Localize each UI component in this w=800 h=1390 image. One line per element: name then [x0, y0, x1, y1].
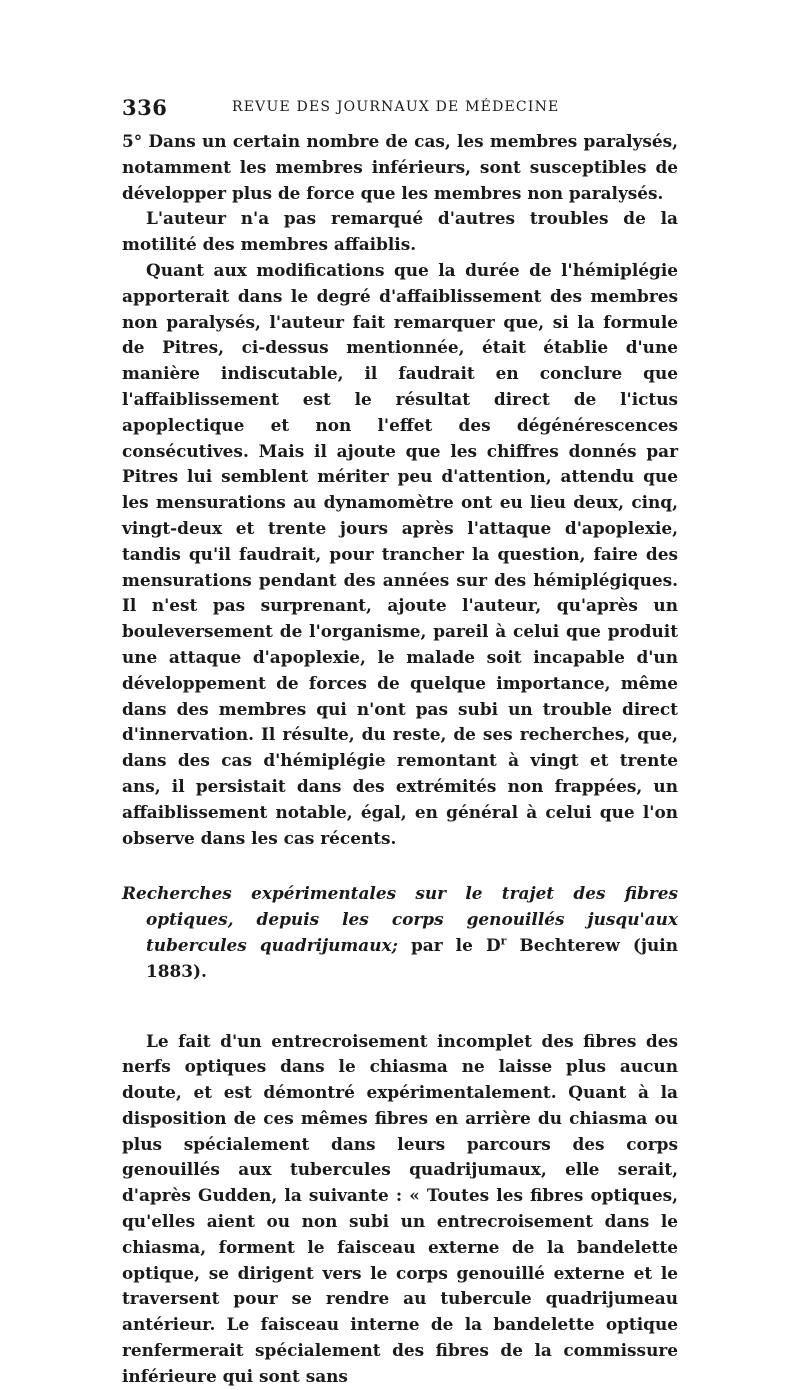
page-number: 336 [122, 95, 168, 120]
paragraph-duration: Quant aux modifications que la durée de l'hémiplégie apporterait dans le degré d'affaiblissement des membres non paralysés, l'auteur fait remarquer que, si la formule de Pitres, ci-dessus mentionnée, était établie d'une manière indiscutable, il faudrait en conclure que l'affaiblissement est le résultat direct de l'ictus apoplectique et non l'effet des dégénérescences consécutives. Mais il ajoute que les chiffres donnés par Pitres lui semblent mériter peu d'attention, attendu que les mensurations au dynamomètre ont eu lieu deux, cinq, vingt-deux et trente jours après l'attaque d'apoplexie, tandis qu'il faudrait, pour trancher la question, faire des mensurations pendant des années sur des hémiplégiques. Il n'est pas surprenant, ajoute l'auteur, qu'après un bouleversement de l'organisme, pareil à celui que produit une attaque d'apoplexie, le malade soit incapable d'un développement de forces de quelque importance, même dans des membres qui n'ont pas subi un trouble direct d'innervation. Il résulte, du reste, de ses recherches, que, dans des cas d'hémiplégie remontant à vingt et trente ans, il persistait dans des extrémités non frappées, un affaiblissement notable, égal, en général à celui que l'on observe dans les cas récents. [122, 259, 678, 848]
page-header [122, 95, 678, 129]
running-title: REVUE DES JOURNAUX DE MÉDECINE [232, 99, 560, 115]
body-text-section [122, 1029, 678, 1390]
section-title-suffix: r [500, 934, 507, 948]
body-text [122, 129, 678, 851]
section-by: par le D [410, 934, 501, 955]
paragraph-optic-fibres: Le fait d'un entrecroisement incomplet des fibres des nerfs optiques dans le chiasma ne laisse plus aucun doute, et est démontré expérimentalement. Quant à la disposition de ces mêmes fibres en arrière du chiasma ou plus spécialement dans leurs parcours des corps genouillés aux tubercules quadrijumaux, elle serait, d'après Gudden, la suivante : « Toutes les fibres optiques, qu'elles aient ou non subi un entrecroisement dans le chiasma, forment le faisceau externe de la bandelette optique, se dirigent vers le corps genouillé externe et le traversent pour se rendre au tubercule quadrijumeau antérieur. Le faisceau interne de la bandelette optique renfermerait spécialement des fibres de la commissure inférieure qui sont sans [122, 1030, 678, 1386]
paragraph-item-5: 5° Dans un certain nombre de cas, les membres paralysés, notamment les membres inférieurs, sont susceptibles de développer plus de force que les membres non paralysés. [122, 131, 678, 203]
paragraph-motility: L'auteur n'a pas remarqué d'autres troubles de la motilité des membres affaiblis. [122, 208, 678, 255]
document-page [122, 95, 678, 1390]
section-author-date: Bechterew (juin 1883). [146, 934, 678, 981]
section-heading [122, 881, 678, 984]
section-title: Recherches expérimentales sur le trajet des fibres optiques, depuis les corps genouillés jusqu'aux tubercules quadrijumaux; [122, 883, 678, 955]
